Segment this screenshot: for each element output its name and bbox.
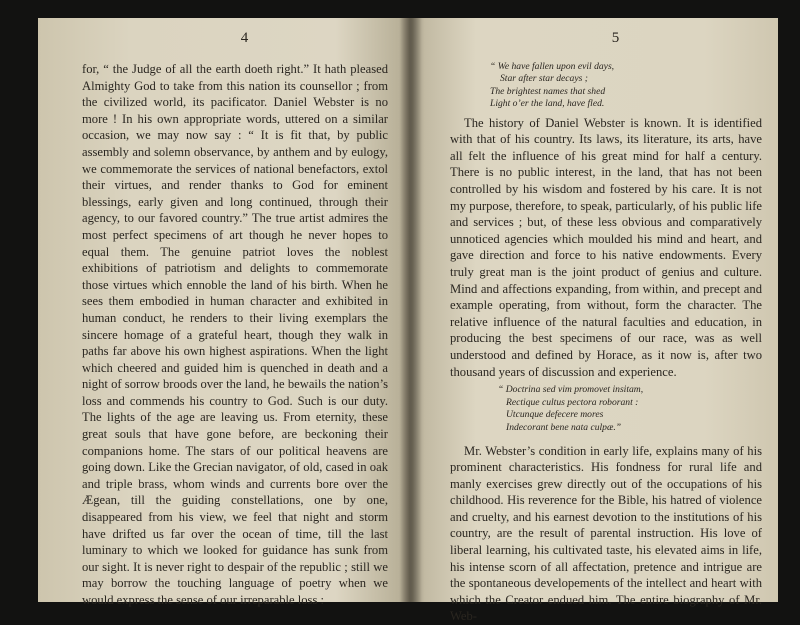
latin-quote	[498, 384, 762, 434]
poem-line: The brightest names that shed	[490, 86, 762, 98]
poem-line: Light o’er the land, have fled.	[490, 98, 762, 110]
poem-line: “ We have fallen upon evil days,	[490, 61, 762, 73]
latin-line: Indecorant bene nata culpæ.”	[498, 422, 762, 435]
right-page	[410, 18, 778, 602]
left-page-text: for, “ the Judge of all the earth doeth right.” It hath pleased Almighty God to take from this nation its counsellor ; from the civilized world, its pacificator. Daniel Webster is no more ! In his own appropriate words, uttered on a similar occasion, we may now say : “ It is fit that, by public assembly and solemn observance, by anthem and by eulogy, we commemorate the services of national benefactors, extol their virtues, and render thanks to God for eminent blessings, early given and long continued, through their agency, to our favored country.” The true artist admires the most perfect specimens of art though he never hopes to equal them. The genuine patriot loves the noblest exhibitions of patriotism and delights to commemorate those virtues which ennoble the land of his birth. When he sees them embodied in human character and exhibited in human conduct, he renders to their living exemplars the sincere homage of a grateful heart, though they walk in paths far above his own highest aspirations. When the light which cheered and guided him is quenched in death and a night of sorrow broods over the land, he bewails the nation’s loss and commends his country to God. Such is our duty. The lights of the age are leaving us. From eternity, these great souls that have gone before, are beckoning their companions home. The stars of our political heavens are going down. Like the Grecian navigator, of old, cased in oak and triple brass, whom winds and currents bore over the Ægean, till the guiding constellations, one by one, disappeared from his view, we feel that night and storm have drifted us far over the ocean of time, till the last luminary to which we looked for guidance has sunk from our sight. It is never right to despair of the republic ; still we may borrow the touching language of poetry when we would express the sense of our irreparable loss :	[82, 61, 388, 609]
paragraph-early-life: Mr. Webster’s condition in early life, explains many of his prominent characteristics. His fondness for rural life and manly exercises grew directly out of the occupations of his childhood. His reverence for the Bible, his hatred of violence and cruelty, and his earnest devotion to the institutions of his country, are the result of parental instruction. His love of liberal learning, his cultivated taste, his elevated aims in life, his intense scorn of all affectation, pretence and intrigue are the spontaneous developements of the intellect and heart with which the Creator endued him. The entire biography of Mr. Web-	[450, 443, 762, 625]
latin-line: “ Doctrina sed vim promovet insitam,	[498, 384, 762, 397]
latin-line: Utcunque defecere mores	[498, 409, 762, 422]
page-number-right: 5	[450, 30, 762, 47]
poem-quote	[490, 61, 762, 111]
page-number-left: 4	[82, 30, 388, 47]
paragraph-history: The history of Daniel Webster is known. It is identified with that of his country. Its laws, its literature, its arts, have all felt the influence of his great mind for half a century. There is no public interest, in the land, that has not been controlled by his wisdom and fostered by his care. It is not my purpose, therefore, to speak, particularly, of his public life and services ; but, of these less obvious and comparatively unnoticed agencies which moulded his mind and heart, and gave direction and force to his native endowments. Every truly great man is the joint product of genius and culture. Mind and affections expanding, from within, and precept and example operating, from without, form the character. The relative influence of the natural faculties and education, in producing the best specimens of our race, was as well understood and defined by Horace, as it now is, after two thousand years of discussion and experience.	[450, 115, 762, 381]
latin-line: Rectique cultus pectora roborant :	[498, 397, 762, 410]
left-page	[38, 18, 410, 602]
poem-line: Star after star decays ;	[490, 73, 762, 85]
